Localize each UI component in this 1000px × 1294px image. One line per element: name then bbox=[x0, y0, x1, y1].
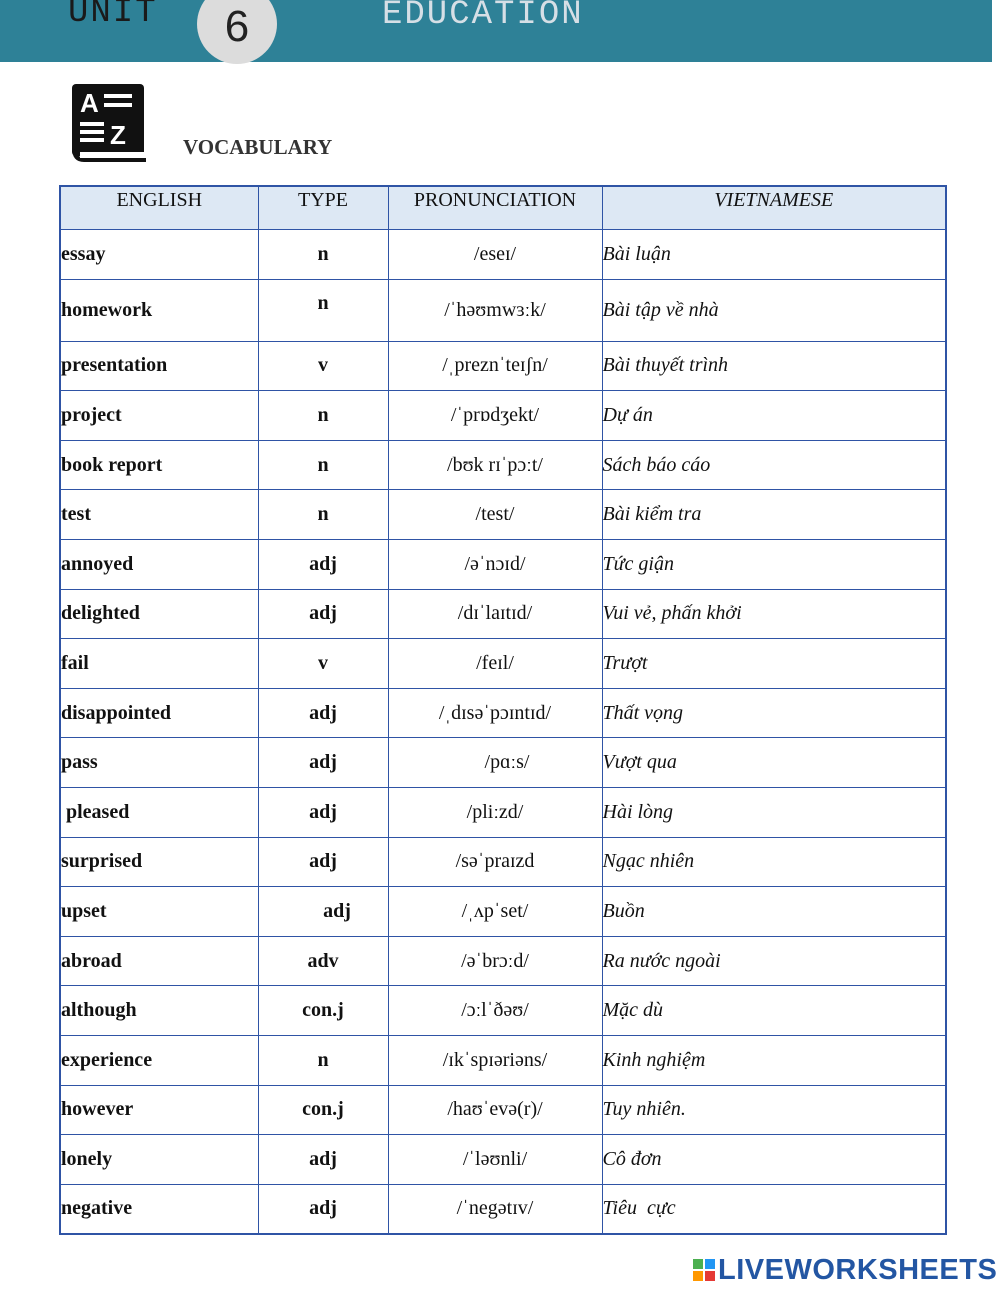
english-word: fail bbox=[60, 639, 258, 689]
pronunciation: /ˈhəʊmwɜːk/ bbox=[388, 279, 602, 341]
english-word: abroad bbox=[60, 936, 258, 986]
table-row bbox=[60, 539, 946, 589]
pronunciation: /ˌdɪsəˈpɔɪntɪd/ bbox=[388, 688, 602, 738]
vietnamese-meaning: Bài kiểm tra bbox=[602, 490, 946, 540]
pronunciation: /dɪˈlaɪtɪd/ bbox=[388, 589, 602, 639]
vocabulary-table bbox=[59, 185, 947, 1235]
english-word: delighted bbox=[60, 589, 258, 639]
pronunciation: /ˈnegətɪv/ bbox=[388, 1184, 602, 1234]
vietnamese-meaning: Ngạc nhiên bbox=[602, 837, 946, 887]
vietnamese-meaning: Kinh nghiệm bbox=[602, 1035, 946, 1085]
table-row bbox=[60, 230, 946, 280]
column-header-pronunciation: PRONUNCIATION bbox=[388, 186, 602, 230]
word-type: con.j bbox=[258, 986, 388, 1036]
english-word: project bbox=[60, 391, 258, 441]
word-type: adj bbox=[258, 688, 388, 738]
word-type: v bbox=[258, 639, 388, 689]
word-type: adv bbox=[258, 936, 388, 986]
english-word: surprised bbox=[60, 837, 258, 887]
word-type: adj bbox=[258, 887, 388, 937]
table-row bbox=[60, 837, 946, 887]
vietnamese-meaning: Tiêu cực bbox=[602, 1184, 946, 1234]
pronunciation: /ɪkˈspɪəriəns/ bbox=[388, 1035, 602, 1085]
table-row bbox=[60, 589, 946, 639]
word-type: v bbox=[258, 341, 388, 391]
pronunciation: /test/ bbox=[388, 490, 602, 540]
table-row bbox=[60, 440, 946, 490]
english-word: however bbox=[60, 1085, 258, 1135]
column-header-type: TYPE bbox=[258, 186, 388, 230]
english-word: negative bbox=[60, 1184, 258, 1234]
table-row bbox=[60, 787, 946, 837]
word-type: adj bbox=[258, 539, 388, 589]
pronunciation: /əˈnɔɪd/ bbox=[388, 539, 602, 589]
vietnamese-meaning: Bài luận bbox=[602, 230, 946, 280]
word-type: n bbox=[258, 391, 388, 441]
table-row bbox=[60, 688, 946, 738]
liveworksheets-logo[interactable] bbox=[693, 1254, 997, 1286]
english-word: experience bbox=[60, 1035, 258, 1085]
pronunciation: /ˌpreznˈteɪʃn/ bbox=[388, 341, 602, 391]
pronunciation: /feɪl/ bbox=[388, 639, 602, 689]
vietnamese-meaning: Vui vẻ, phấn khởi bbox=[602, 589, 946, 639]
vietnamese-meaning: Buồn bbox=[602, 887, 946, 937]
a-to-z-book-icon bbox=[70, 82, 148, 166]
pronunciation: /ˌʌpˈset/ bbox=[388, 887, 602, 937]
unit-title: EDUCATION bbox=[382, 0, 584, 34]
table-header-row bbox=[60, 186, 946, 230]
table-row bbox=[60, 341, 946, 391]
english-word: pleased bbox=[60, 787, 258, 837]
vietnamese-meaning: Bài tập về nhà bbox=[602, 279, 946, 341]
word-type: con.j bbox=[258, 1085, 388, 1135]
vietnamese-meaning: Trượt bbox=[602, 639, 946, 689]
word-type: adj bbox=[258, 1135, 388, 1185]
table-row bbox=[60, 639, 946, 689]
column-header-vietnamese: VIETNAMESE bbox=[602, 186, 946, 230]
word-type: adj bbox=[258, 837, 388, 887]
pronunciation: /ˈprɒdʒekt/ bbox=[388, 391, 602, 441]
unit-number: 6 bbox=[224, 2, 250, 51]
vietnamese-meaning: Bài thuyết trình bbox=[602, 341, 946, 391]
pronunciation: /bʊk rɪˈpɔːt/ bbox=[388, 440, 602, 490]
table-row bbox=[60, 490, 946, 540]
english-word: test bbox=[60, 490, 258, 540]
vocabulary-heading: VOCABULARY bbox=[183, 135, 333, 159]
vietnamese-meaning: Dự án bbox=[602, 391, 946, 441]
column-header-english: ENGLISH bbox=[60, 186, 258, 230]
word-type: adj bbox=[258, 787, 388, 837]
table-row bbox=[60, 1085, 946, 1135]
pronunciation: /səˈpraɪzd bbox=[388, 837, 602, 887]
table-row bbox=[60, 1184, 946, 1234]
word-type: n bbox=[258, 490, 388, 540]
vietnamese-meaning: Tuy nhiên. bbox=[602, 1085, 946, 1135]
word-type: n bbox=[258, 1035, 388, 1085]
table-row bbox=[60, 887, 946, 937]
unit-label: UNIT bbox=[68, 0, 158, 32]
vietnamese-meaning: Cô đơn bbox=[602, 1135, 946, 1185]
table-row bbox=[60, 1135, 946, 1185]
english-word: although bbox=[60, 986, 258, 1036]
pronunciation: /eseɪ/ bbox=[388, 230, 602, 280]
brand-name: LIVEWORKSHEETS bbox=[718, 1253, 998, 1286]
logo-squares-icon bbox=[693, 1259, 715, 1281]
english-word: disappointed bbox=[60, 688, 258, 738]
pronunciation: /ɔːlˈðəʊ/ bbox=[388, 986, 602, 1036]
english-word: annoyed bbox=[60, 539, 258, 589]
english-word: homework bbox=[60, 279, 258, 341]
english-word: lonely bbox=[60, 1135, 258, 1185]
vietnamese-meaning: Mặc dù bbox=[602, 986, 946, 1036]
vietnamese-meaning: Thất vọng bbox=[602, 688, 946, 738]
pronunciation: /pliːzd/ bbox=[388, 787, 602, 837]
vietnamese-meaning: Hài lòng bbox=[602, 787, 946, 837]
table-row bbox=[60, 986, 946, 1036]
word-type: n bbox=[258, 230, 388, 280]
pronunciation: /haʊˈevə(r)/ bbox=[388, 1085, 602, 1135]
word-type: n bbox=[258, 279, 388, 341]
word-type: adj bbox=[258, 738, 388, 788]
english-word: book report bbox=[60, 440, 258, 490]
svg-text:A: A bbox=[80, 88, 99, 118]
table-row bbox=[60, 279, 946, 341]
pronunciation: /pɑːs/ bbox=[388, 738, 602, 788]
english-word: upset bbox=[60, 887, 258, 937]
header-band bbox=[0, 0, 992, 62]
word-type: adj bbox=[258, 1184, 388, 1234]
table-row bbox=[60, 936, 946, 986]
vietnamese-meaning: Ra nước ngoài bbox=[602, 936, 946, 986]
word-type: n bbox=[258, 440, 388, 490]
vietnamese-meaning: Tức giận bbox=[602, 539, 946, 589]
table-row bbox=[60, 738, 946, 788]
vietnamese-meaning: Vượt qua bbox=[602, 738, 946, 788]
vietnamese-meaning: Sách báo cáo bbox=[602, 440, 946, 490]
pronunciation: /əˈbrɔːd/ bbox=[388, 936, 602, 986]
svg-text:Z: Z bbox=[110, 120, 126, 150]
word-type: adj bbox=[258, 589, 388, 639]
pronunciation: /ˈləʊnli/ bbox=[388, 1135, 602, 1185]
english-word: pass bbox=[60, 738, 258, 788]
table-row bbox=[60, 391, 946, 441]
unit-number-badge bbox=[197, 0, 277, 64]
english-word: presentation bbox=[60, 341, 258, 391]
table-row bbox=[60, 1035, 946, 1085]
english-word: essay bbox=[60, 230, 258, 280]
